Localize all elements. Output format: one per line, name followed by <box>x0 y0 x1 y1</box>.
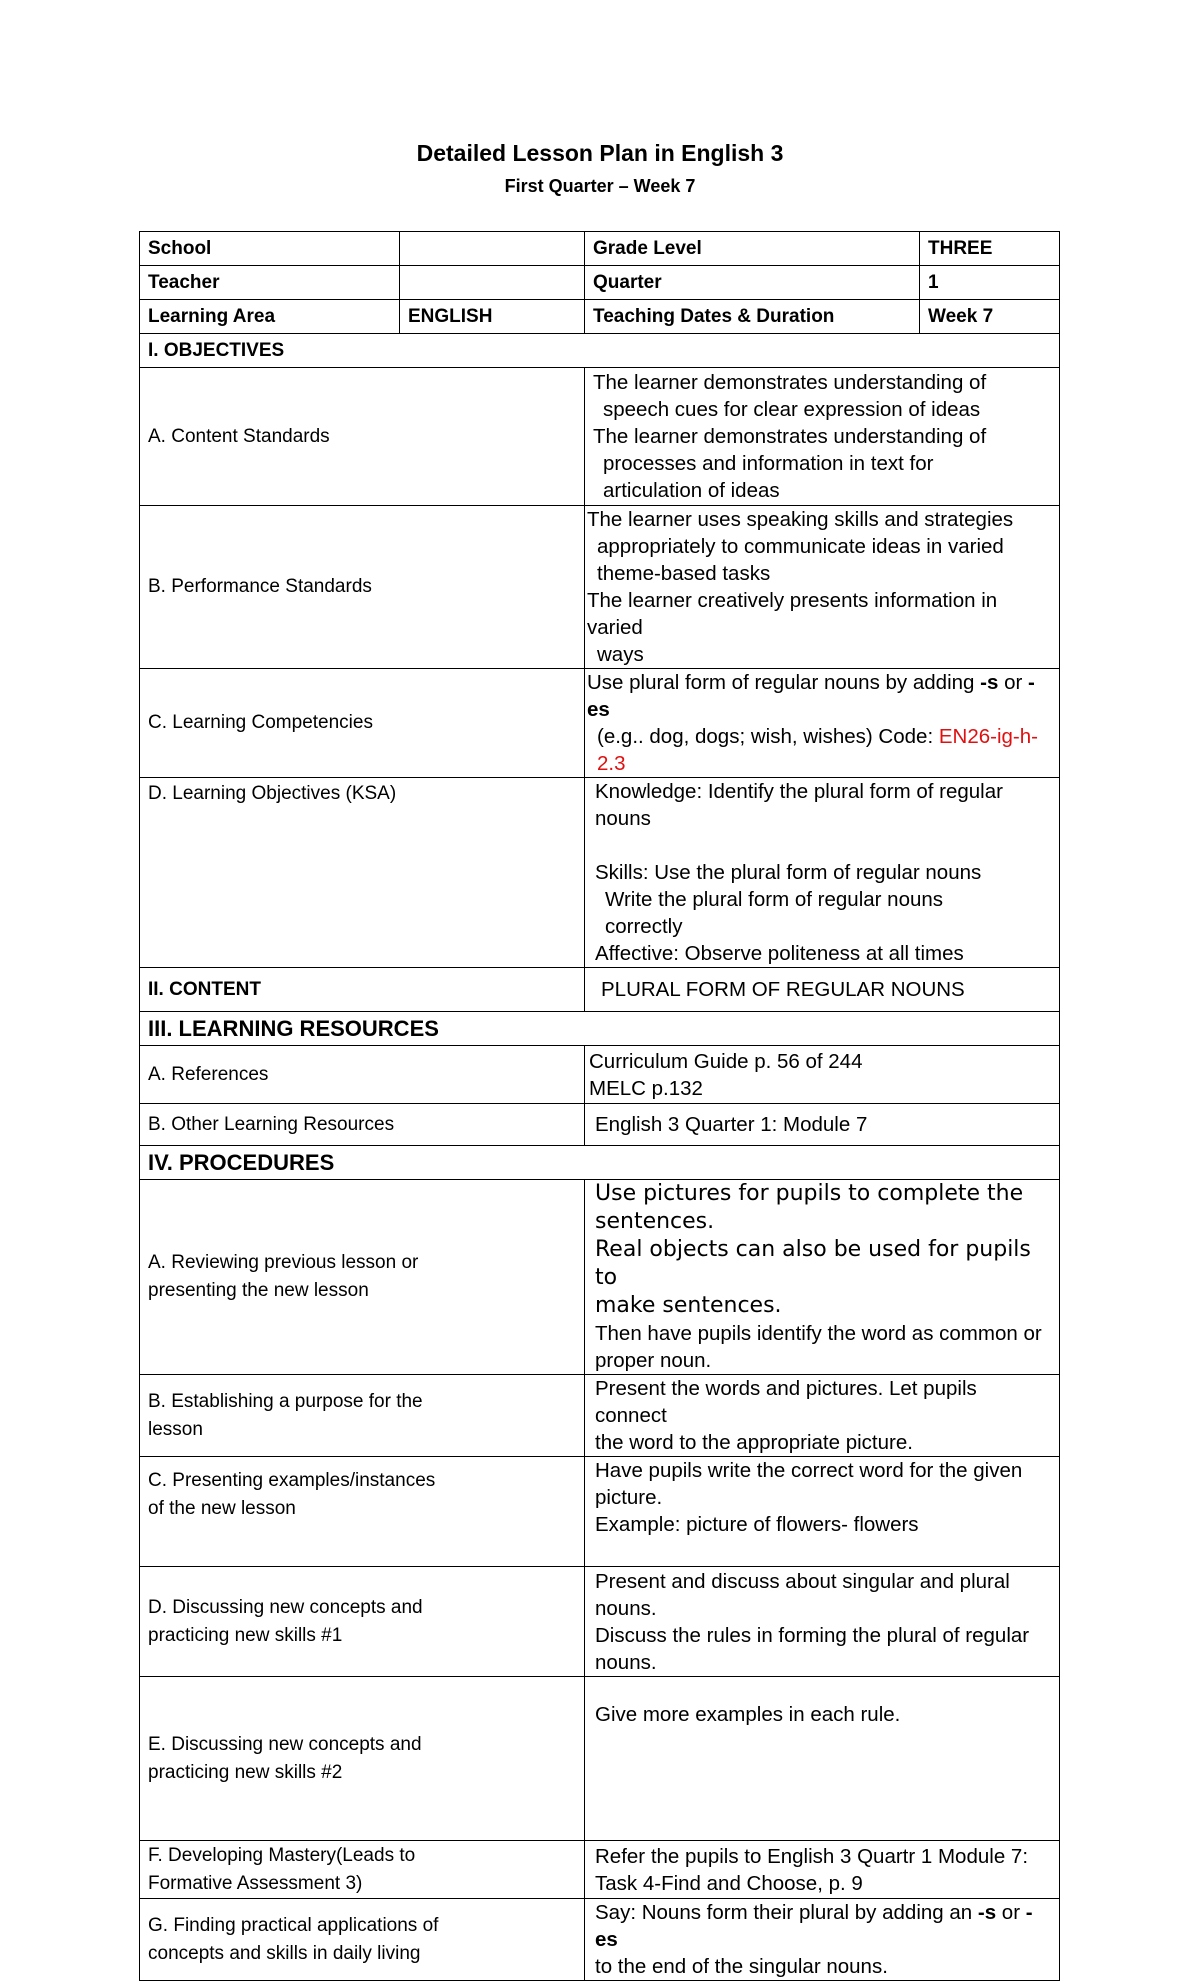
suffix-es: -es <box>587 671 1035 721</box>
procedure-e-row <box>140 1677 1060 1841</box>
procedure-c-line: Example: picture of flowers- flowers <box>595 1513 919 1536</box>
suffix-s: -s <box>977 1901 997 1924</box>
procedure-d-label-line: D. Discussing new concepts and <box>148 1596 423 1618</box>
learning-area-value: ENGLISH <box>400 300 585 334</box>
procedure-c-line: picture. <box>595 1486 663 1509</box>
procedure-a-line: make sentences. <box>595 1293 782 1318</box>
resources-heading-row <box>140 1012 1060 1046</box>
procedure-a-label <box>140 1180 585 1375</box>
procedure-e-text: Give more examples in each rule. <box>585 1677 1060 1841</box>
procedure-g-or: or <box>996 1901 1026 1924</box>
learning-objectives-row <box>140 778 1060 968</box>
procedures-heading-row <box>140 1146 1060 1180</box>
content-standards-line: The learner demonstrates understanding of <box>593 371 987 394</box>
procedure-c-label <box>140 1457 585 1567</box>
teacher-value <box>400 266 585 300</box>
procedure-b-line: the word to the appropriate picture. <box>595 1431 913 1454</box>
procedure-c-line: Have pupils write the correct word for the given <box>595 1459 1023 1482</box>
procedure-g-line-1 <box>595 1899 1051 1953</box>
references-row <box>140 1046 1060 1104</box>
learning-objectives-label: D. Learning Objectives (KSA) <box>140 778 585 968</box>
procedure-d-label <box>140 1567 585 1677</box>
suffix-s: -s <box>980 671 999 694</box>
performance-standards-text <box>585 506 1060 669</box>
grade-level-label: Grade Level <box>585 232 920 266</box>
ksa-line: Knowledge: Identify the plural form of regular <box>595 780 1003 803</box>
references-label: A. References <box>140 1046 585 1104</box>
lesson-plan-table <box>139 231 1060 1981</box>
info-row-area <box>140 300 1060 334</box>
procedure-f-line: Task 4-Find and Choose, p. 9 <box>595 1871 863 1895</box>
info-row-school <box>140 232 1060 266</box>
procedure-b-label-line: B. Establishing a purpose for the <box>148 1390 423 1412</box>
content-row <box>140 968 1060 1012</box>
content-standards-text <box>585 368 1060 506</box>
procedure-f-row <box>140 1841 1060 1899</box>
procedure-f-label-line: Formative Assessment 3) <box>148 1872 363 1894</box>
procedure-g-label-line: concepts and skills in daily living <box>148 1942 421 1964</box>
procedure-a-line: Use pictures for pupils to complete the <box>595 1181 1024 1206</box>
learning-competencies-label: C. Learning Competencies <box>140 669 585 778</box>
references-text <box>585 1046 1060 1104</box>
quarter-label: Quarter <box>585 266 920 300</box>
competency-code: EN26-ig-h-2.3 <box>597 725 1038 775</box>
other-resources-value: English 3 Quarter 1: Module 7 <box>585 1104 1060 1146</box>
quarter-value: 1 <box>920 266 1060 300</box>
objectives-heading-row <box>140 334 1060 368</box>
procedure-b-text <box>585 1375 1060 1457</box>
content-standards-line: articulation of ideas <box>603 479 780 502</box>
procedure-d-line: nouns. <box>595 1650 657 1674</box>
procedure-f-text <box>585 1841 1060 1899</box>
performance-standards-line: ways <box>597 643 644 666</box>
performance-standards-row <box>140 506 1060 669</box>
content-heading: II. CONTENT <box>140 968 585 1012</box>
procedure-a-label-line: presenting the new lesson <box>148 1280 369 1301</box>
procedure-a-line: proper noun. <box>595 1349 712 1372</box>
learning-competencies-text <box>585 669 1060 778</box>
learning-competencies-line-1 <box>587 669 1051 723</box>
procedure-e-label-line: practicing new skills #2 <box>148 1761 343 1783</box>
procedure-g-row <box>140 1899 1060 1981</box>
procedure-c-row <box>140 1457 1060 1567</box>
procedure-b-row <box>140 1375 1060 1457</box>
procedures-heading: IV. PROCEDURES <box>140 1146 1060 1180</box>
procedure-a-line: sentences. <box>595 1209 715 1234</box>
procedure-g-label <box>140 1899 585 1981</box>
teaching-dates-value: Week 7 <box>920 300 1060 334</box>
procedure-f-label <box>140 1841 585 1899</box>
procedure-d-text <box>585 1567 1060 1677</box>
content-standards-row <box>140 368 1060 506</box>
procedure-e-label <box>140 1677 585 1841</box>
procedure-b-line: Present the words and pictures. Let pupils connect <box>595 1377 977 1427</box>
procedure-a-row <box>140 1180 1060 1375</box>
ksa-line: Write the plural form of regular nouns <box>605 888 944 911</box>
objectives-heading: I. OBJECTIVES <box>140 334 1060 368</box>
procedure-g-line-2: to the end of the singular nouns. <box>595 1955 888 1978</box>
learning-competencies-row <box>140 669 1060 778</box>
procedure-a-text <box>585 1180 1060 1375</box>
procedure-b-label <box>140 1375 585 1457</box>
info-row-teacher <box>140 266 1060 300</box>
content-standards-line: The learner demonstrates understanding of <box>593 425 987 448</box>
procedure-d-line: nouns. <box>595 1596 657 1620</box>
ksa-line: correctly <box>605 915 683 938</box>
procedure-g-label-line: G. Finding practical applications of <box>148 1914 439 1936</box>
procedure-a-line: Then have pupils identify the word as common or <box>595 1322 1042 1345</box>
resources-heading: III. LEARNING RESOURCES <box>140 1012 1060 1046</box>
other-resources-row <box>140 1104 1060 1146</box>
procedure-a-line: Real objects can also be used for pupils to <box>595 1237 1031 1290</box>
suffix-es: -es <box>595 1901 1033 1951</box>
learning-area-label: Learning Area <box>140 300 400 334</box>
procedure-f-line: Refer the pupils to English 3 Quartr 1 Module 7: <box>595 1844 1029 1868</box>
learning-objectives-text <box>585 778 1060 968</box>
teaching-dates-label: Teaching Dates & Duration <box>585 300 920 334</box>
content-standards-label: A. Content Standards <box>140 368 585 506</box>
performance-standards-line: appropriately to communicate ideas in varied <box>597 535 1004 558</box>
content-standards-line: processes and information in text for <box>603 452 934 475</box>
performance-standards-line: The learner uses speaking skills and strategies <box>587 508 1014 531</box>
learning-competencies-line-2 <box>587 723 1051 777</box>
procedure-d-line: Discuss the rules in forming the plural of regular <box>595 1623 1030 1647</box>
ksa-line: nouns <box>595 807 651 830</box>
teacher-label: Teacher <box>140 266 400 300</box>
procedure-g-text <box>585 1899 1060 1981</box>
ksa-line: Affective: Observe politeness at all times <box>595 942 964 965</box>
procedure-d-line: Present and discuss about singular and plural <box>595 1569 1010 1593</box>
competency-text: Use plural form of regular nouns by adding <box>587 671 981 694</box>
page-title: Detailed Lesson Plan in English 3 <box>416 140 784 166</box>
procedure-c-label-line: of the new lesson <box>148 1498 296 1519</box>
procedure-b-label-line: lesson <box>148 1418 203 1440</box>
procedure-c-label-line: C. Presenting examples/instances <box>148 1470 436 1491</box>
performance-standards-line: theme-based tasks <box>597 562 771 585</box>
procedure-c-text <box>585 1457 1060 1567</box>
procedure-d-row <box>140 1567 1060 1677</box>
grade-level-value: THREE <box>920 232 1060 266</box>
competency-or: or <box>998 671 1028 694</box>
procedure-a-label-line: A. Reviewing previous lesson or <box>148 1252 419 1273</box>
other-resources-label: B. Other Learning Resources <box>140 1104 585 1146</box>
content-standards-line: speech cues for clear expression of ideas <box>603 398 981 421</box>
procedure-g-text-part: Say: Nouns form their plural by adding an <box>595 1901 978 1924</box>
school-value <box>400 232 585 266</box>
reference-line: Curriculum Guide p. 56 of 244 <box>589 1049 863 1073</box>
procedure-e-label-line: E. Discussing new concepts and <box>148 1733 422 1755</box>
procedure-f-label-line: F. Developing Mastery(Leads to <box>148 1844 416 1866</box>
school-label: School <box>140 232 400 266</box>
procedure-d-label-line: practicing new skills #1 <box>148 1624 343 1646</box>
content-value: PLURAL FORM OF REGULAR NOUNS <box>585 968 1060 1012</box>
performance-standards-line: The learner creatively presents information in varied <box>587 589 998 639</box>
page-subtitle: First Quarter – Week 7 <box>504 176 696 196</box>
ksa-line: Skills: Use the plural form of regular nouns <box>595 861 982 884</box>
performance-standards-label: B. Performance Standards <box>140 506 585 669</box>
competency-example: (e.g.. dog, dogs; wish, wishes) Code: <box>597 725 939 748</box>
reference-line: MELC p.132 <box>589 1076 703 1100</box>
